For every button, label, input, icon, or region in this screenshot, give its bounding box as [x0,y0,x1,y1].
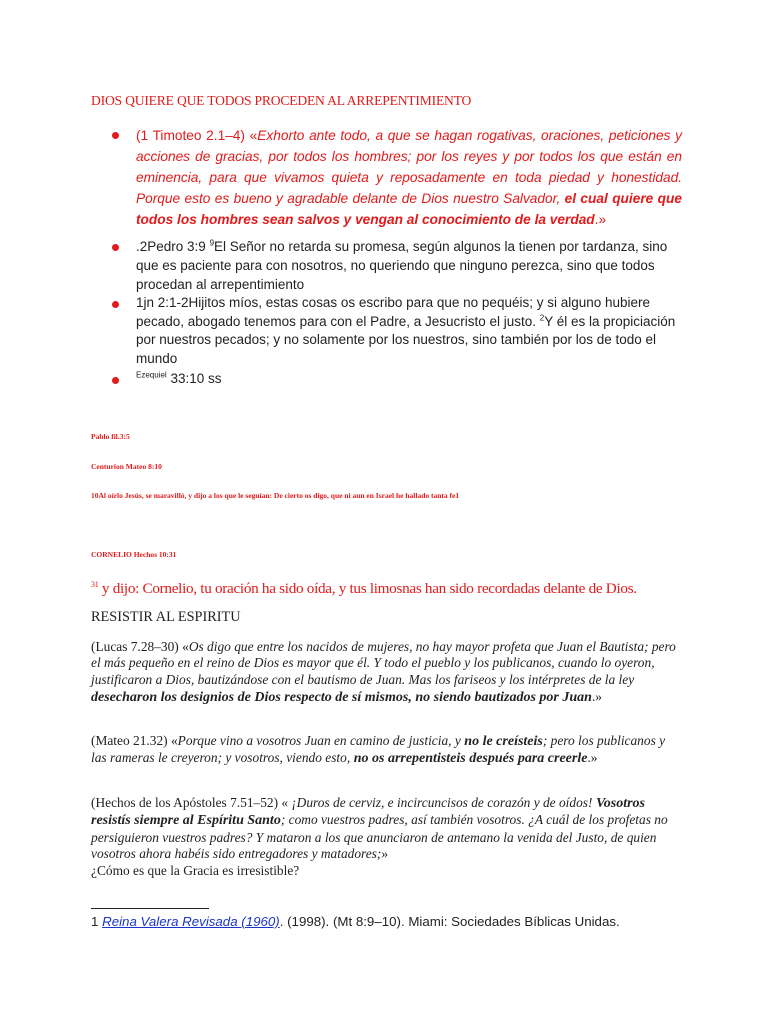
pedro-text: El Señor no retarda su promesa, según algunos la tienen por tardanza, sino que es paciente para con nosotros, no queriendo que ninguno perezca, sino que todos procedan al arrepentimiento [136,239,668,292]
hechos-end: » [381,846,389,862]
bullet-list-timoteo [112,125,682,230]
bullet-dot-icon [112,301,119,308]
timoteo-italic: Exhorto ante todo, a que se hagan rogativas, oraciones, peticiones y acciones de gracias, por todos los hombres; por los reyes y por todos los que están en eminencia, para que vivamos quieta y reposadamente en toda piedad y honestidad. Porque esto es bueno y agradable delante de Dios nuestro Salvador, [136,128,682,206]
verse-31-number: 31 [91,579,99,589]
juan-text2: Y él es la propiciación por nuestros pecados; y no solamente por los nuestros, sino también por los de todo el mundo [136,313,676,366]
hechos-bold: Vosotros resistís siempre al Espíritu Santo [91,796,645,829]
verse-31 [91,580,637,598]
note-cornelio: CORNELIO Hechos 10:31 [91,550,177,559]
bullet-dot-icon [112,132,119,139]
pedro-ref: .2Pedro 3:9 [136,239,206,254]
verse-31-text: y dijo: Cornelio, tu oración ha sido oída, y tus limosnas han sido recordadas delante de Dios. [98,580,637,597]
bullet-list-ezequiel [112,370,682,388]
lucas-italic: Os digo que entre los nacidos de mujeres, no hay mayor profeta que Juan el Bautista; pero el más pequeño en el reino de Dios es mayor que él. Y todo el pueblo y los publicanos, cuando lo oyeron, justificaron a Dios, bautizándose con el bautismo de Juan. Mas los fariseos y los intérpretes de la ley [91,639,676,687]
paragraph-lucas [91,639,681,707]
page-title: DIOS QUIERE QUE TODOS PROCEDEN AL ARREPENTIMIENTO [91,93,472,108]
section-title-resistir: RESISTIR AL ESPIRITU [91,609,241,625]
mateo-italic-2: ; pero los publicanos y las rameras le creyeron; y vosotros, viendo esto, [91,733,666,766]
timoteo-ref: (1 Timoteo 2.1–4) « [136,128,258,143]
mateo-end: .» [587,750,598,766]
footnote-number: 1 [91,914,103,929]
pedro-sup: 9 [209,238,215,248]
juan-text1: 1jn 2:1-2Hijitos míos, estas cosas os escribo para que no pequéis; y si alguno hubiere pecado, abogado tenemos para con el Padre, a Jesucristo el justo. [136,295,651,329]
hechos-question: ¿Cómo es que la Gracia es irresistible? [91,862,300,878]
hechos-italic-2: ; como vuestros padres, así también vosotros. ¿A cuál de los profetas no persiguieron vuestros padres? Y mataron a los que anunciaron de antemano la venida del Justo, de quien vosotros ahora habéis sido entregadores y matadores; [91,812,668,862]
hechos-ref: (Hechos de los Apóstoles 7.51–52) « [91,795,292,810]
mateo-bold-1: no le creísteis [460,734,543,749]
timoteo-bold: el cual quiere que todos los hombres sean salvos y vengan al conocimiento de la verdad [136,191,682,227]
bullet-list-pedro [112,237,682,294]
mateo-italic-1: Porque vino a vosotros Juan en camino de justicia, y [177,733,461,748]
footnote-link[interactable]: Reina Valera Revisada (1960) [102,914,280,929]
mateo-bold-2: no os arrepentisteis después para creerle [350,751,588,767]
note-verse10: 10Al oírlo Jesús, se maravilló, y dijo a los que le seguían: De cierto os digo, que ni aun en Israel he hallado tanta fe1 [91,491,460,500]
list-item [112,294,682,368]
list-item [112,370,682,388]
lucas-bold: desecharon los designios de Dios respecto de sí mismos, no siendo bautizados por Juan [91,690,592,706]
list-item [112,237,682,294]
bullet-dot-icon [112,244,119,251]
note-pablo: Pablo fil.3:5 [91,432,130,441]
lucas-ref: (Lucas 7.28–30) « [91,639,189,654]
bullet-list-juan [112,294,682,368]
list-item [112,125,682,230]
ezequiel-sup: Ezequiel [136,370,167,380]
ezequiel-text: 33:10 ss [170,371,222,386]
mateo-ref: (Mateo 21.32) « [91,733,178,748]
juan-sup: 2 [539,313,545,323]
footnote-divider [91,908,209,909]
footnote-text: . (1998). (Mt 8:9–10). Miami: Sociedades Bíblicas Unidas. [279,914,620,929]
lucas-end: .» [591,689,602,705]
bullet-dot-icon [112,377,119,384]
timoteo-end: .» [594,212,607,227]
footnote [91,914,620,929]
note-centurion: Centurion Mateo 8:10 [91,462,162,471]
paragraph-mateo [91,733,681,768]
paragraph-hechos [91,795,681,879]
hechos-italic-1: ¡Duros de cerviz, e incircuncisos de corazón y de oídos! [291,795,593,810]
